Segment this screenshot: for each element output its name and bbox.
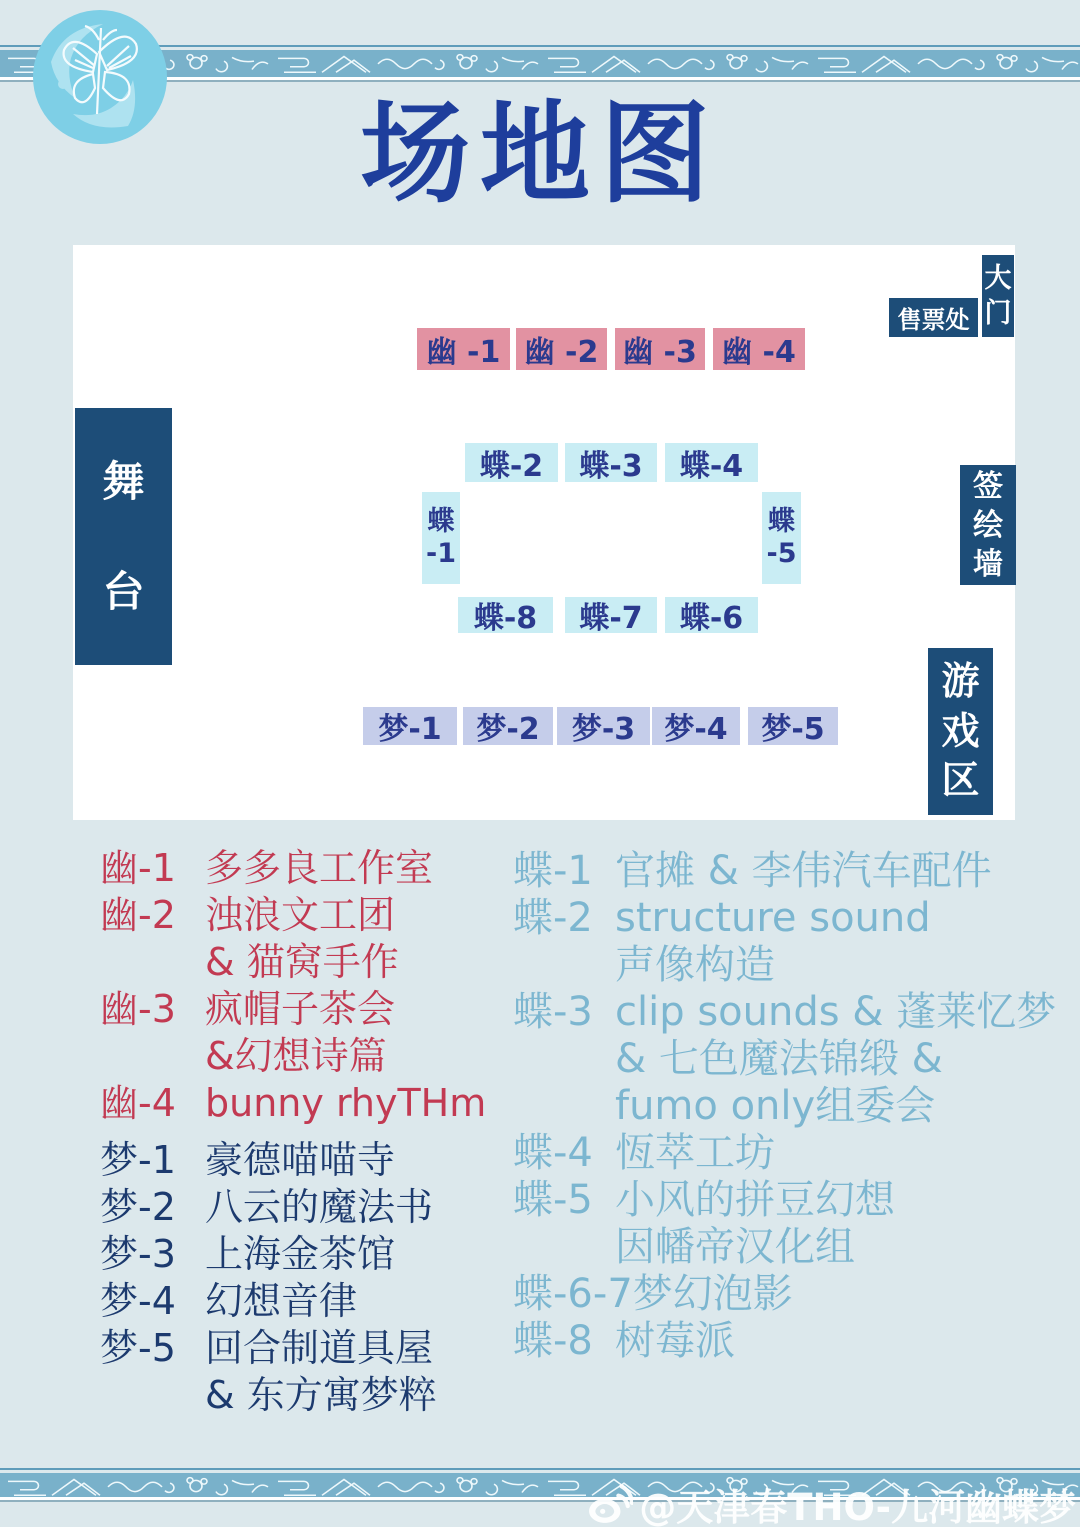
legend-row <box>100 1033 486 1080</box>
legend-row <box>513 1318 1056 1365</box>
legend-row <box>100 1325 486 1372</box>
booth-id: 蝶-2 <box>513 895 593 941</box>
legend-row <box>513 1224 1056 1271</box>
page-title: 场地图 <box>360 90 720 218</box>
booth-id <box>100 939 205 986</box>
gate-label <box>982 255 1014 337</box>
booth-die-4: 蝶-4 <box>665 443 758 482</box>
legend-left-column <box>100 845 486 1419</box>
booth-name: 豪德喵喵寺 <box>205 1138 396 1182</box>
booth-name: 声像构造 <box>615 942 775 988</box>
booth-id <box>513 1224 615 1271</box>
weibo-icon <box>587 1483 633 1525</box>
legend-row <box>513 942 1056 989</box>
game-area-label <box>928 648 993 815</box>
butterfly-icon <box>33 10 167 144</box>
booth-name: 回合制道具屋 <box>205 1326 434 1370</box>
gate-text: 大门 <box>984 262 1012 329</box>
legend-row <box>100 892 486 939</box>
booth-meng-3: 梦-3 <box>557 707 650 745</box>
booth-name: 多多良工作室 <box>205 846 434 890</box>
booth-id: 幽-1 <box>100 846 176 890</box>
booth-die-1-num: -1 <box>426 538 456 569</box>
legend-row <box>513 1271 1056 1318</box>
legend-row <box>100 1137 486 1184</box>
booth-die-2: 蝶-2 <box>465 443 558 482</box>
booth-id: 梦-5 <box>100 1326 176 1370</box>
sign-wall-label <box>960 465 1016 585</box>
legend-row <box>100 1080 486 1127</box>
booth-die-5-num: -5 <box>766 538 797 569</box>
sign-wall-text: 签绘墙 <box>973 468 1003 582</box>
booth-id: 梦-2 <box>100 1185 176 1229</box>
legend-row <box>100 1231 486 1278</box>
booth-id <box>100 1033 205 1080</box>
venue-map <box>73 245 1015 820</box>
booth-name: 浊浪文工团 <box>205 893 396 937</box>
booth-name: 上海金茶馆 <box>205 1232 396 1276</box>
ticket-office-label <box>889 298 978 337</box>
booth-id <box>513 1036 615 1083</box>
legend-row <box>513 1177 1056 1224</box>
booth-name: structure sound <box>615 895 931 941</box>
legend-meng-section <box>100 1137 486 1419</box>
booth-name: 小风的拼豆幻想 <box>615 1177 895 1223</box>
legend-row <box>100 939 486 986</box>
booth-name: fumo only组委会 <box>615 1083 936 1129</box>
legend-row <box>100 1278 486 1325</box>
booth-id <box>513 942 615 989</box>
booth-id: 梦-3 <box>100 1232 176 1276</box>
booth-you-2: 幽 -2 <box>516 328 607 370</box>
booth-name: & 猫窝手作 <box>205 940 399 984</box>
booth-name: 恆萃工坊 <box>615 1130 775 1176</box>
stage-text: 舞台 <box>102 457 145 616</box>
booth-id: 蝶-3 <box>513 989 593 1035</box>
legend-row <box>100 845 486 892</box>
booth-id: 梦-4 <box>100 1279 176 1323</box>
booth-meng-4: 梦-4 <box>652 707 740 745</box>
booth-meng-2: 梦-2 <box>463 707 553 745</box>
booth-die-6: 蝶-6 <box>665 597 758 633</box>
legend-row <box>100 986 486 1033</box>
game-area-text: 游戏区 <box>941 659 980 803</box>
legend-row <box>513 1130 1056 1177</box>
booth-meng-1: 梦-1 <box>363 707 457 745</box>
legend-row <box>513 989 1056 1036</box>
legend-die-section <box>513 848 1056 1365</box>
stage-label <box>75 408 172 665</box>
legend-row <box>513 1036 1056 1083</box>
booth-id <box>513 1083 615 1130</box>
booth-you-1: 幽 -1 <box>417 328 510 370</box>
booth-name: 官摊 & 李伟汽车配件 <box>615 848 992 894</box>
booth-id: 幽-4 <box>100 1081 176 1125</box>
booth-name: 梦幻泡影 <box>632 1271 793 1317</box>
booth-id: 幽-3 <box>100 987 176 1031</box>
booth-die-7: 蝶-7 <box>565 597 657 633</box>
legend-row <box>100 1372 486 1419</box>
booth-you-4: 幽 -4 <box>713 328 805 370</box>
booth-die-5-char: 蝶 <box>768 505 795 537</box>
booth-id: 蝶-1 <box>513 848 593 894</box>
booth-you-3: 幽 -3 <box>615 328 705 370</box>
booth-id: 蝶-6-7 <box>513 1271 633 1317</box>
booth-id: 梦-1 <box>100 1138 176 1182</box>
booth-name: clip sounds & 蓬莱忆梦 <box>615 989 1057 1035</box>
booth-name: 幻想音律 <box>205 1279 358 1323</box>
booth-name: 八云的魔法书 <box>205 1185 434 1229</box>
ticket-office-text: 售票处 <box>897 306 970 334</box>
booth-name: bunny rhyTHm <box>205 1081 487 1125</box>
booth-name: 疯帽子茶会 <box>205 987 396 1031</box>
booth-id: 蝶-4 <box>513 1130 593 1176</box>
legend-row <box>513 895 1056 942</box>
booth-die-1-char: 蝶 <box>427 505 455 537</box>
booth-meng-5: 梦-5 <box>748 707 838 745</box>
booth-id <box>100 1372 205 1419</box>
legend-you-section <box>100 845 486 1127</box>
booth-die-8: 蝶-8 <box>458 597 553 633</box>
booth-id: 蝶-5 <box>513 1177 593 1223</box>
watermark <box>587 1477 1076 1527</box>
booth-name: &幻想诗篇 <box>205 1034 387 1078</box>
legend-row <box>513 848 1056 895</box>
booth-name: 因幡帝汉化组 <box>615 1224 855 1270</box>
watermark-text: @天津春THO-九河幽蝶梦 <box>639 1486 1076 1527</box>
legend-row <box>513 1083 1056 1130</box>
booth-die-1 <box>422 492 460 584</box>
booth-die-3: 蝶-3 <box>565 443 657 482</box>
booth-name: & 东方寓梦粹 <box>205 1373 437 1417</box>
booth-die-5 <box>762 492 801 584</box>
booth-id: 蝶-8 <box>513 1318 593 1364</box>
booth-name: 树莓派 <box>615 1318 735 1364</box>
booth-name: & 七色魔法锦缎 & <box>615 1036 943 1082</box>
legend-row <box>100 1184 486 1231</box>
booth-id: 幽-2 <box>100 893 176 937</box>
event-logo <box>33 10 167 144</box>
